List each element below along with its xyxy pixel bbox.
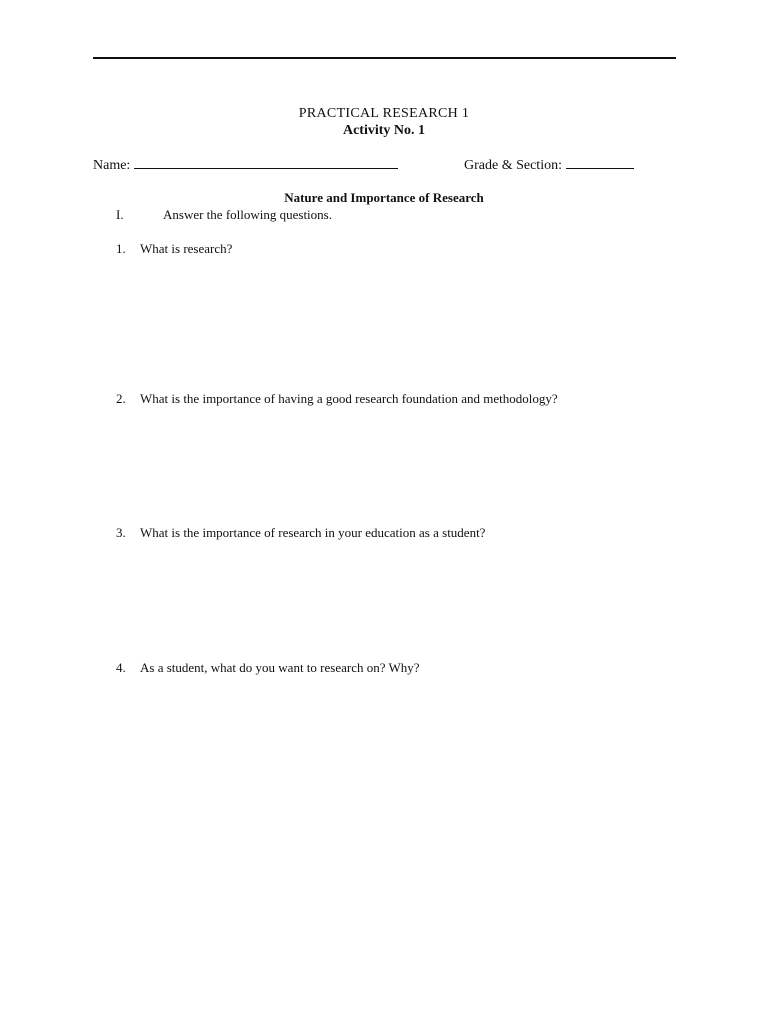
question-text: As a student, what do you want to research on? Why? [140, 660, 420, 675]
question-text: What is the importance of research in your education as a student? [140, 525, 486, 540]
question-text: What is research? [140, 241, 233, 256]
question-number: 1. [116, 241, 126, 256]
question-number: 4. [116, 660, 126, 675]
document-title: PRACTICAL RESEARCH 1 [298, 106, 470, 121]
question-4 [116, 660, 420, 676]
part-instruction-text: Answer the following questions. [163, 207, 332, 222]
name-blank-line[interactable] [134, 156, 398, 169]
top-divider [93, 57, 676, 59]
grade-section-field [464, 156, 634, 174]
question-number: 3. [116, 525, 126, 540]
part-instruction [116, 207, 332, 223]
part-numeral: I. [116, 207, 124, 222]
question-1 [116, 241, 232, 257]
section-heading: Nature and Importance of Research [284, 190, 484, 205]
activity-number: Activity No. 1 [342, 123, 426, 138]
question-text: What is the importance of having a good research foundation and methodology? [140, 391, 558, 406]
question-3 [116, 525, 485, 541]
question-number: 2. [116, 391, 126, 406]
question-2 [116, 391, 558, 407]
name-label: Name: [93, 158, 131, 173]
name-field [93, 156, 398, 174]
grade-section-blank-line[interactable] [566, 156, 634, 169]
grade-section-label: Grade & Section: [464, 158, 562, 173]
